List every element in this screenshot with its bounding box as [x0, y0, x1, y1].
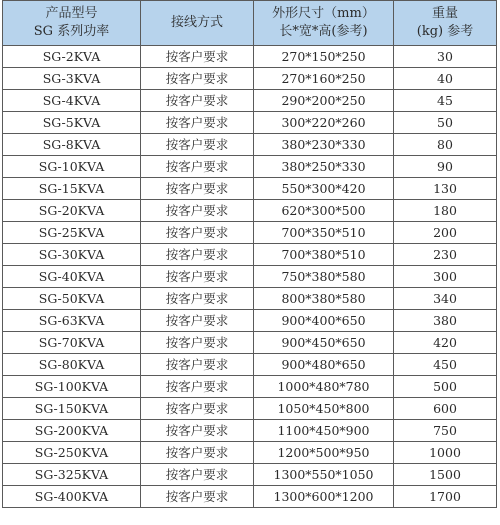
- wiring-cell: 按客户要求: [141, 68, 254, 90]
- model-cell: SG-10KVA: [3, 156, 141, 178]
- dimensions-cell: 380*250*330: [254, 156, 394, 178]
- wiring-cell: 按客户要求: [141, 376, 254, 398]
- table-row: [3, 68, 497, 90]
- header-dimensions: [254, 1, 394, 46]
- model-cell: SG-70KVA: [3, 332, 141, 354]
- wiring-cell: 按客户要求: [141, 288, 254, 310]
- model-cell: SG-80KVA: [3, 354, 141, 376]
- weight-cell: 600: [394, 398, 497, 420]
- wiring-cell: 按客户要求: [141, 134, 254, 156]
- wiring-cell: 按客户要求: [141, 156, 254, 178]
- dimensions-cell: 290*200*250: [254, 90, 394, 112]
- wiring-cell: 按客户要求: [141, 442, 254, 464]
- table-row: [3, 376, 497, 398]
- table-row: [3, 486, 497, 508]
- header-model-line1: 产品型号: [45, 6, 98, 21]
- weight-cell: 230: [394, 244, 497, 266]
- weight-cell: 1500: [394, 464, 497, 486]
- header-weight: [394, 1, 497, 46]
- dimensions-cell: 270*150*250: [254, 46, 394, 68]
- model-cell: SG-4KVA: [3, 90, 141, 112]
- dimensions-cell: 300*220*260: [254, 112, 394, 134]
- model-cell: SG-63KVA: [3, 310, 141, 332]
- table-row: [3, 442, 497, 464]
- weight-cell: 40: [394, 68, 497, 90]
- table-row: [3, 354, 497, 376]
- weight-cell: 1700: [394, 486, 497, 508]
- model-cell: SG-2KVA: [3, 46, 141, 68]
- weight-cell: 1000: [394, 442, 497, 464]
- wiring-cell: 按客户要求: [141, 464, 254, 486]
- table-row: [3, 112, 497, 134]
- table-row: [3, 420, 497, 442]
- dimensions-cell: 900*400*650: [254, 310, 394, 332]
- weight-cell: 30: [394, 46, 497, 68]
- weight-cell: 380: [394, 310, 497, 332]
- table-body: [3, 46, 497, 508]
- model-cell: SG-400KVA: [3, 486, 141, 508]
- weight-cell: 180: [394, 200, 497, 222]
- spec-table: [2, 0, 497, 508]
- wiring-cell: 按客户要求: [141, 46, 254, 68]
- dimensions-cell: 700*350*510: [254, 222, 394, 244]
- dimensions-cell: 1200*500*950: [254, 442, 394, 464]
- dimensions-cell: 1000*480*780: [254, 376, 394, 398]
- table-row: [3, 222, 497, 244]
- dimensions-cell: 1300*600*1200: [254, 486, 394, 508]
- wiring-cell: 按客户要求: [141, 398, 254, 420]
- dimensions-cell: 900*450*650: [254, 332, 394, 354]
- header-model-line2: SG 系列功率: [33, 24, 110, 39]
- model-cell: SG-325KVA: [3, 464, 141, 486]
- dimensions-cell: 800*380*580: [254, 288, 394, 310]
- table-row: [3, 464, 497, 486]
- table-row: [3, 200, 497, 222]
- table-row: [3, 178, 497, 200]
- table-header: [3, 1, 497, 46]
- weight-cell: 750: [394, 420, 497, 442]
- dimensions-cell: 750*380*580: [254, 266, 394, 288]
- header-wiring: [141, 1, 254, 46]
- header-wiring-line1: 接线方式: [170, 15, 223, 30]
- wiring-cell: 按客户要求: [141, 90, 254, 112]
- table-row: [3, 310, 497, 332]
- weight-cell: 450: [394, 354, 497, 376]
- wiring-cell: 按客户要求: [141, 354, 254, 376]
- weight-cell: 80: [394, 134, 497, 156]
- model-cell: SG-50KVA: [3, 288, 141, 310]
- weight-cell: 130: [394, 178, 497, 200]
- model-cell: SG-8KVA: [3, 134, 141, 156]
- dimensions-cell: 900*480*650: [254, 354, 394, 376]
- model-cell: SG-25KVA: [3, 222, 141, 244]
- table-row: [3, 288, 497, 310]
- wiring-cell: 按客户要求: [141, 244, 254, 266]
- model-cell: SG-20KVA: [3, 200, 141, 222]
- weight-cell: 420: [394, 332, 497, 354]
- weight-cell: 90: [394, 156, 497, 178]
- dimensions-cell: 1100*450*900: [254, 420, 394, 442]
- wiring-cell: 按客户要求: [141, 112, 254, 134]
- model-cell: SG-3KVA: [3, 68, 141, 90]
- weight-cell: 50: [394, 112, 497, 134]
- dimensions-cell: 380*230*330: [254, 134, 394, 156]
- header-row: [3, 1, 497, 46]
- weight-cell: 200: [394, 222, 497, 244]
- weight-cell: 45: [394, 90, 497, 112]
- wiring-cell: 按客户要求: [141, 486, 254, 508]
- header-weight-line2: (kg) 参考: [416, 24, 474, 39]
- wiring-cell: 按客户要求: [141, 200, 254, 222]
- header-weight-line1: 重量: [431, 6, 458, 21]
- table-row: [3, 156, 497, 178]
- model-cell: SG-200KVA: [3, 420, 141, 442]
- header-model: [3, 1, 141, 46]
- weight-cell: 500: [394, 376, 497, 398]
- dimensions-cell: 270*160*250: [254, 68, 394, 90]
- table-row: [3, 244, 497, 266]
- model-cell: SG-30KVA: [3, 244, 141, 266]
- model-cell: SG-40KVA: [3, 266, 141, 288]
- wiring-cell: 按客户要求: [141, 332, 254, 354]
- table-row: [3, 90, 497, 112]
- table-row: [3, 46, 497, 68]
- wiring-cell: 按客户要求: [141, 310, 254, 332]
- dimensions-cell: 1050*450*800: [254, 398, 394, 420]
- model-cell: SG-150KVA: [3, 398, 141, 420]
- model-cell: SG-15KVA: [3, 178, 141, 200]
- weight-cell: 340: [394, 288, 497, 310]
- table-row: [3, 398, 497, 420]
- wiring-cell: 按客户要求: [141, 178, 254, 200]
- dimensions-cell: 620*300*500: [254, 200, 394, 222]
- weight-cell: 300: [394, 266, 497, 288]
- table-row: [3, 134, 497, 156]
- model-cell: SG-100KVA: [3, 376, 141, 398]
- header-dimensions-line2: 长*宽*高(参考): [279, 24, 368, 39]
- table-row: [3, 332, 497, 354]
- dimensions-cell: 550*300*420: [254, 178, 394, 200]
- header-dimensions-line1: 外形尺寸（mm）: [272, 6, 375, 21]
- wiring-cell: 按客户要求: [141, 266, 254, 288]
- dimensions-cell: 1300*550*1050: [254, 464, 394, 486]
- wiring-cell: 按客户要求: [141, 222, 254, 244]
- wiring-cell: 按客户要求: [141, 420, 254, 442]
- model-cell: SG-250KVA: [3, 442, 141, 464]
- model-cell: SG-5KVA: [3, 112, 141, 134]
- table-row: [3, 266, 497, 288]
- dimensions-cell: 700*380*510: [254, 244, 394, 266]
